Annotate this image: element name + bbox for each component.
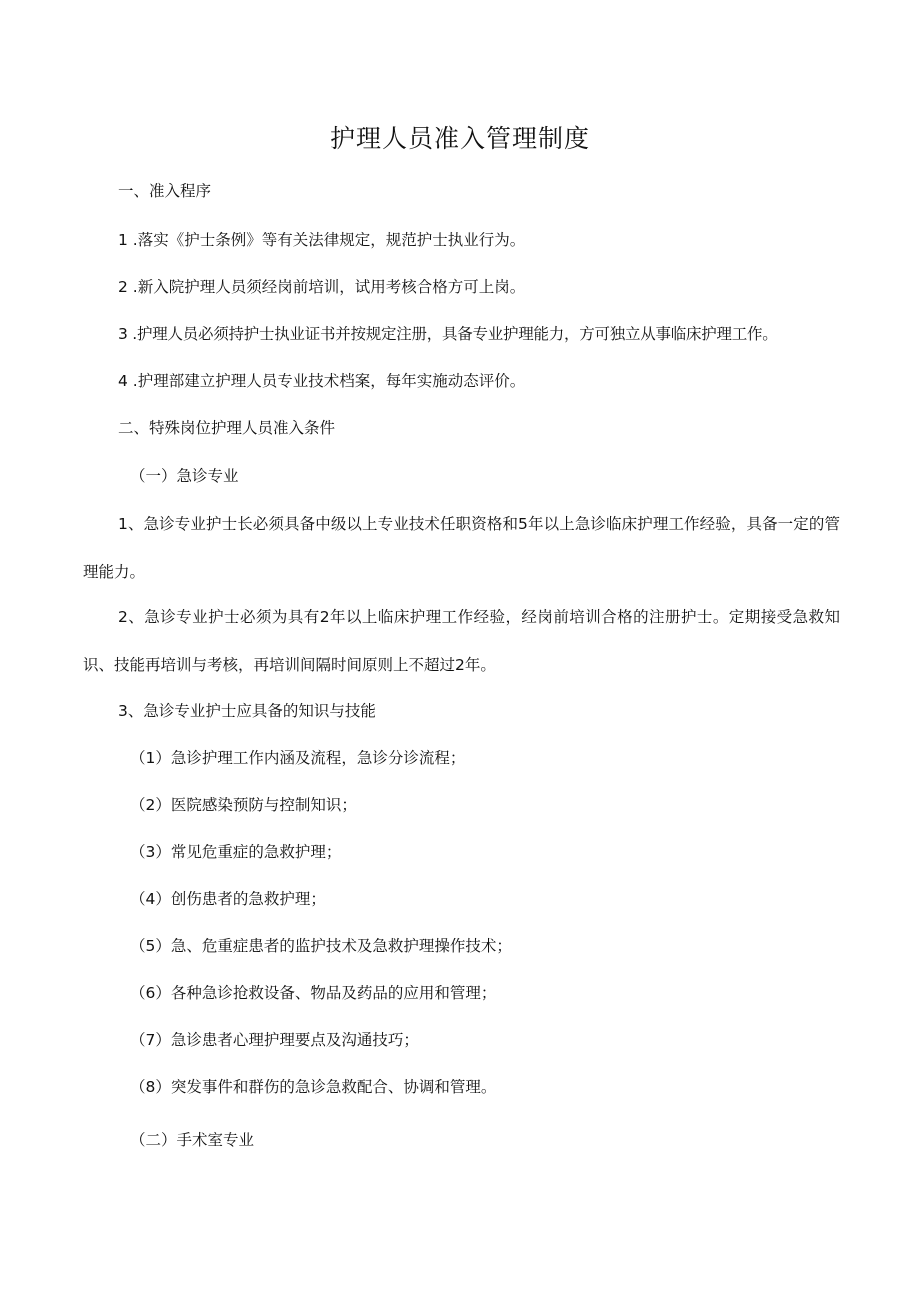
skill-item-1: （1）急诊护理工作内涵及流程，急诊分诊流程； [130,749,466,767]
skill-item-6: （6）各种急诊抢救设备、物品及药品的应用和管理； [130,984,497,1002]
section-heading-admission-procedure: 一、准入程序 [118,182,212,200]
procedure-item-2: 2 .新入院护理人员须经岗前培训，试用考核合格方可上岗。 [118,278,526,296]
skill-item-8: （8）突发事件和群伤的急诊急救配合、协调和管理。 [130,1078,497,1096]
skill-item-4: （4）创伤患者的急救护理； [130,890,326,908]
document-title: 护理人员准入管理制度 [329,124,590,153]
procedure-item-1: 1 .落实《护士条例》等有关法律规定，规范护士执业行为。 [118,231,526,249]
emergency-paragraph-3: 3、急诊专业护士应具备的知识与技能 [118,702,376,720]
emergency-paragraph-2: 2、急诊专业护士必须为具有2年以上临床护理工作经验，经岗前培训合格的注册护士。定期接受急救知识、技能再培训与考核，再培训间隔时间原则上不超过2年。 [83,608,840,674]
emergency-paragraph-1: 1、急诊专业护士长必须具备中级以上专业技术任职资格和5年以上急诊临床护理工作经验，具备一定的管理能力。 [83,515,840,581]
subsection-heading-operating-room: （二）手术室专业 [130,1131,255,1149]
subsection-heading-emergency: （一）急诊专业 [130,467,239,485]
procedure-item-4: 4 .护理部建立护理人员专业技术档案，每年实施动态评价。 [118,372,526,390]
procedure-item-3: 3 .护理人员必须持护士执业证书并按规定注册，具备专业护理能力，方可独立从事临床护理工作。 [118,325,778,343]
section-heading-special-positions: 二、特殊岗位护理人员准入条件 [118,419,336,437]
skill-item-2: （2）医院感染预防与控制知识； [130,796,357,814]
skill-item-5: （5）急、危重症患者的监护技术及急救护理操作技术； [130,937,512,955]
skill-item-3: （3）常见危重症的急救护理； [130,843,342,861]
skill-item-7: （7）急诊患者心理护理要点及沟通技巧； [130,1031,419,1049]
